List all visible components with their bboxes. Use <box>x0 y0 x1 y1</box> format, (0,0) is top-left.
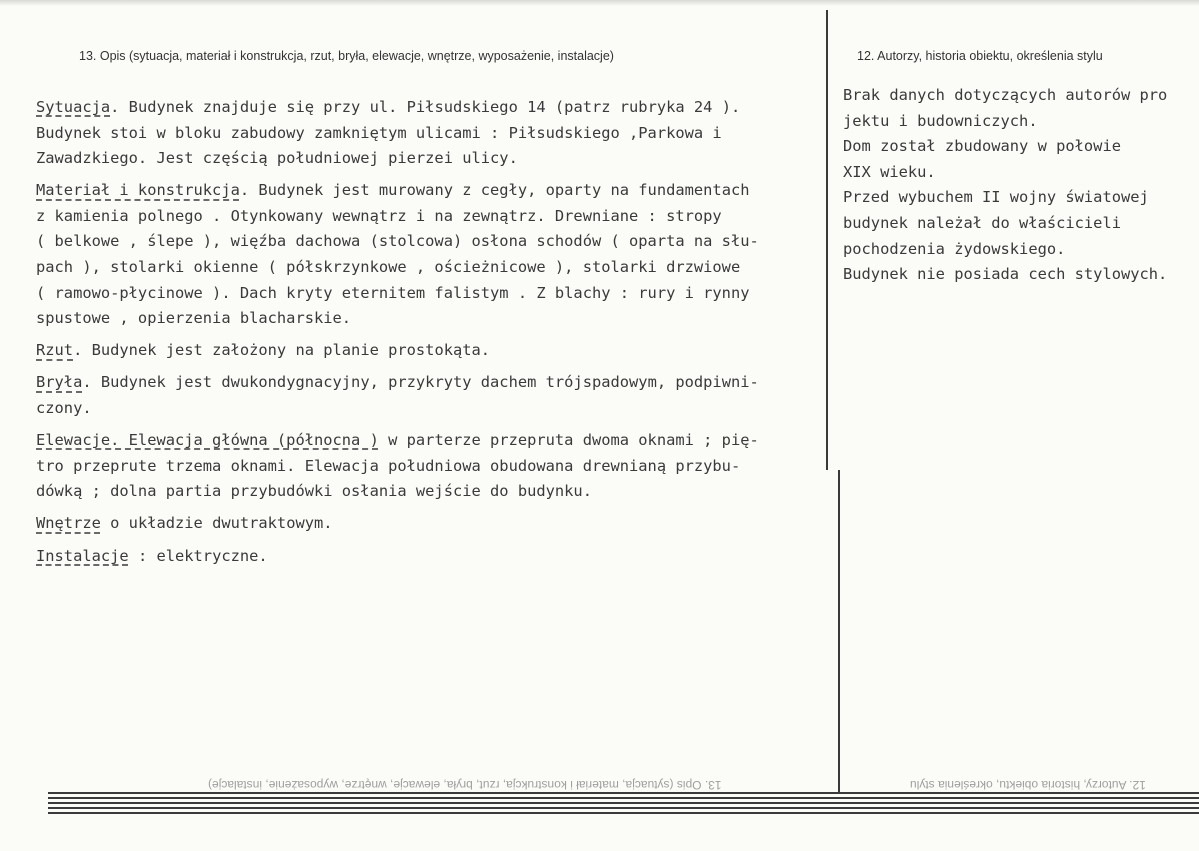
description-text <box>36 95 826 576</box>
mirrored-header-bleed-left: 13. Opis (sytuacja, materiał i konstrukcja, rzut, bryła, elewacje, wnętrze, wyposażenie, instalacje) <box>208 778 722 792</box>
text-line: Przed wybuchem II wojny światowej <box>843 188 1149 207</box>
text-line <box>36 95 826 121</box>
line-text: pach ), stolarki okienne ( półskrzynkowe , ościeżnicowe ), stolarki drzwiowe <box>36 258 741 277</box>
bottom-rule <box>48 792 1199 794</box>
line-text: czony. <box>36 399 92 418</box>
paragraph <box>36 95 826 172</box>
text-line: budynek należał do właścicieli <box>843 213 1121 232</box>
paragraph <box>36 338 826 364</box>
text-line <box>36 204 826 230</box>
line-text: z kamienia polnego . Otynkowany wewnątrz i na zewnątrz. Drewniane : stropy <box>36 206 722 225</box>
section-keyword: Materiał i konstrukcja <box>36 181 240 200</box>
text-line <box>36 255 826 281</box>
line-text: : elektryczne. <box>128 546 268 565</box>
bottom-rule <box>48 802 1199 804</box>
text-line <box>36 544 826 570</box>
top-edge <box>0 0 1199 6</box>
text-line <box>36 454 826 480</box>
text-line: Brak danych dotyczących autorów pro <box>843 86 1168 104</box>
section-keyword: Wnętrze <box>36 514 101 533</box>
paragraph <box>36 428 826 505</box>
column-divider-lower <box>838 470 840 792</box>
text-line <box>36 281 826 307</box>
column-divider <box>826 10 828 470</box>
line-text: tro przeprute trzema oknami. Elewacja południowa obudowana drewnianą przybu- <box>36 456 741 475</box>
line-text: . Budynek jest dwukondygnacyjny, przykryty dachem trójspadowym, podpiwni- <box>82 373 759 392</box>
line-text: ( ramowo-płycinowe ). Dach kryty eternitem falistym . Z blachy : rury i rynny <box>36 283 750 302</box>
text-line <box>36 479 826 505</box>
line-text: ( belkowe , ślepe ), więźba dachowa (stolcowa) osłona schodów ( oparta na słu- <box>36 232 759 251</box>
authors-history-text <box>843 83 1199 288</box>
text-line <box>36 428 826 454</box>
section-keyword: Sytuacja <box>36 98 111 116</box>
mirrored-header-bleed-right: 12. Autorzy, historia obiektu, określenia stylu <box>910 778 1146 792</box>
text-line <box>36 229 826 255</box>
text-line <box>36 338 826 364</box>
line-text: spustowe , opierzenia blacharskie. <box>36 309 352 328</box>
text-line <box>36 178 826 204</box>
text-line: Dom został zbudowany w połowie <box>843 137 1121 156</box>
line-text: o układzie dwutraktowym. <box>100 514 333 533</box>
text-line <box>36 396 826 422</box>
line-text: dówką ; dolna partia przybudówki osłania wejście do budynku. <box>36 482 592 501</box>
text-line: Budynek nie posiada cech stylowych. <box>843 265 1168 284</box>
line-text: w parterze przepruta dwoma oknami ; pię- <box>378 431 759 450</box>
text-line <box>36 511 826 537</box>
section-keyword: Instalacje <box>36 546 129 565</box>
line-text: . Budynek znajduje się przy ul. Piłsudskiego 14 (patrz rubryka 24 ). <box>110 98 741 116</box>
section-keyword: Elewacje. Elewacja główna (północna ) <box>36 431 379 450</box>
authors-header: 12. Autorzy, historia obiektu, określenia stylu <box>857 49 1103 63</box>
paragraph <box>36 544 826 570</box>
text-line <box>36 146 826 172</box>
text-line: XIX wieku. <box>843 162 936 181</box>
text-line: jektu i budowniczych. <box>843 111 1038 130</box>
bottom-rule <box>48 807 1199 809</box>
text-line <box>36 306 826 332</box>
bottom-rule <box>48 812 1199 814</box>
line-text: Zawadzkiego. Jest częścią południowej pierzei ulicy. <box>36 149 518 168</box>
bottom-rule <box>48 797 1199 799</box>
text-line <box>36 121 826 147</box>
line-text: Budynek stoi w bloku zabudowy zamkniętym ulicami : Piłsudskiego ,Parkowa i <box>36 123 722 142</box>
section-keyword: Rzut <box>36 341 74 360</box>
paragraph <box>36 370 826 421</box>
paragraph <box>36 511 826 537</box>
text-line: pochodzenia żydowskiego. <box>843 239 1066 258</box>
line-text: . Budynek jest założony na planie prostokąta. <box>73 341 491 360</box>
text-line <box>36 370 826 396</box>
section-keyword: Bryła <box>36 373 83 392</box>
description-header: 13. Opis (sytuacja, materiał i konstrukcja, rzut, bryła, elewacje, wnętrze, wyposażenie, instalacje) <box>79 49 614 63</box>
paragraph <box>36 178 826 332</box>
line-text: . Budynek jest murowany z cegły, oparty na fundamentach <box>239 181 750 200</box>
